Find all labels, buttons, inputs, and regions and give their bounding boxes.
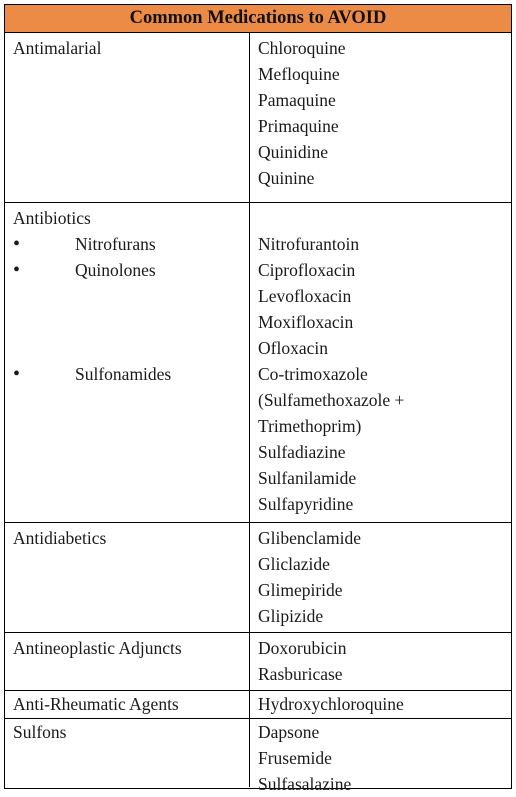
drug-item: Chloroquine — [258, 38, 346, 58]
drug-item: Co-trimoxazole — [258, 364, 368, 384]
drug-item: Hydroxychloroquine — [258, 694, 404, 714]
category-cell — [5, 633, 250, 690]
drug-item: Gliclazide — [258, 554, 330, 574]
drug-item: Sulfasalazine — [258, 774, 352, 794]
subcategory-item — [13, 361, 249, 387]
category-cell — [5, 203, 250, 522]
drugs-cell — [250, 633, 511, 690]
drug-item: Primaquine — [258, 116, 339, 136]
table-title: Common Medications to AVOID — [5, 5, 511, 33]
drug-item: Quinidine — [258, 142, 328, 162]
spacer — [258, 205, 511, 231]
category-cell — [5, 33, 250, 202]
subcategory-label: Quinolones — [75, 260, 156, 280]
drug-item: Nitrofurantoin — [258, 234, 360, 254]
drug-item: Glipizide — [258, 606, 324, 626]
drug-item: Dapsone — [258, 722, 320, 742]
bullet-icon: • — [13, 233, 21, 255]
bullet-icon: • — [13, 363, 21, 385]
drug-item: Doxorubicin — [258, 638, 347, 658]
drugs-cell — [250, 33, 511, 202]
category-cell — [5, 523, 250, 632]
table-row — [5, 691, 511, 719]
category-label: Anti-Rheumatic Agents — [13, 694, 179, 714]
drug-item: Ofloxacin — [258, 338, 328, 358]
subcategory-item — [13, 231, 249, 257]
spacer — [13, 309, 249, 335]
table-row — [5, 33, 511, 203]
table-row — [5, 523, 511, 633]
drug-item: Quinine — [258, 168, 315, 188]
drug-item: Moxifloxacin — [258, 312, 354, 332]
category-cell — [5, 691, 250, 718]
table-row — [5, 719, 511, 794]
drug-item: Rasburicase — [258, 664, 343, 684]
subcategory-label: Sulfonamides — [75, 364, 172, 384]
category-label: Antineoplastic Adjuncts — [13, 638, 182, 658]
drug-item: Sulfanilamide — [258, 468, 357, 488]
drugs-cell — [250, 203, 511, 522]
drugs-cell — [250, 523, 511, 632]
drug-item: Frusemide — [258, 748, 332, 768]
drug-item: Levofloxacin — [258, 286, 352, 306]
table-row — [5, 633, 511, 691]
bullet-icon: • — [13, 259, 21, 281]
subcategory-label: Nitrofurans — [75, 234, 156, 254]
drug-item: Glibenclamide — [258, 528, 362, 548]
spacer — [13, 283, 249, 309]
category-cell — [5, 719, 250, 787]
drugs-cell — [250, 691, 511, 718]
drugs-cell — [250, 719, 511, 794]
table-row — [5, 203, 511, 523]
category-label: Antibiotics — [13, 208, 91, 228]
drug-item: Ciprofloxacin — [258, 260, 356, 280]
subcategory-item — [13, 257, 249, 283]
category-label: Antidiabetics — [13, 528, 107, 548]
drug-item: Mefloquine — [258, 64, 340, 84]
drug-item: Trimethoprim) — [258, 416, 362, 436]
drug-item: Glimepiride — [258, 580, 343, 600]
medications-table — [4, 4, 512, 794]
drug-item: (Sulfamethoxazole + — [258, 390, 405, 410]
spacer — [13, 335, 249, 361]
drug-item: Sulfadiazine — [258, 442, 346, 462]
drug-item: Sulfapyridine — [258, 494, 354, 514]
drug-item: Pamaquine — [258, 90, 336, 110]
category-label: Antimalarial — [13, 38, 102, 58]
category-label: Sulfons — [13, 722, 67, 742]
